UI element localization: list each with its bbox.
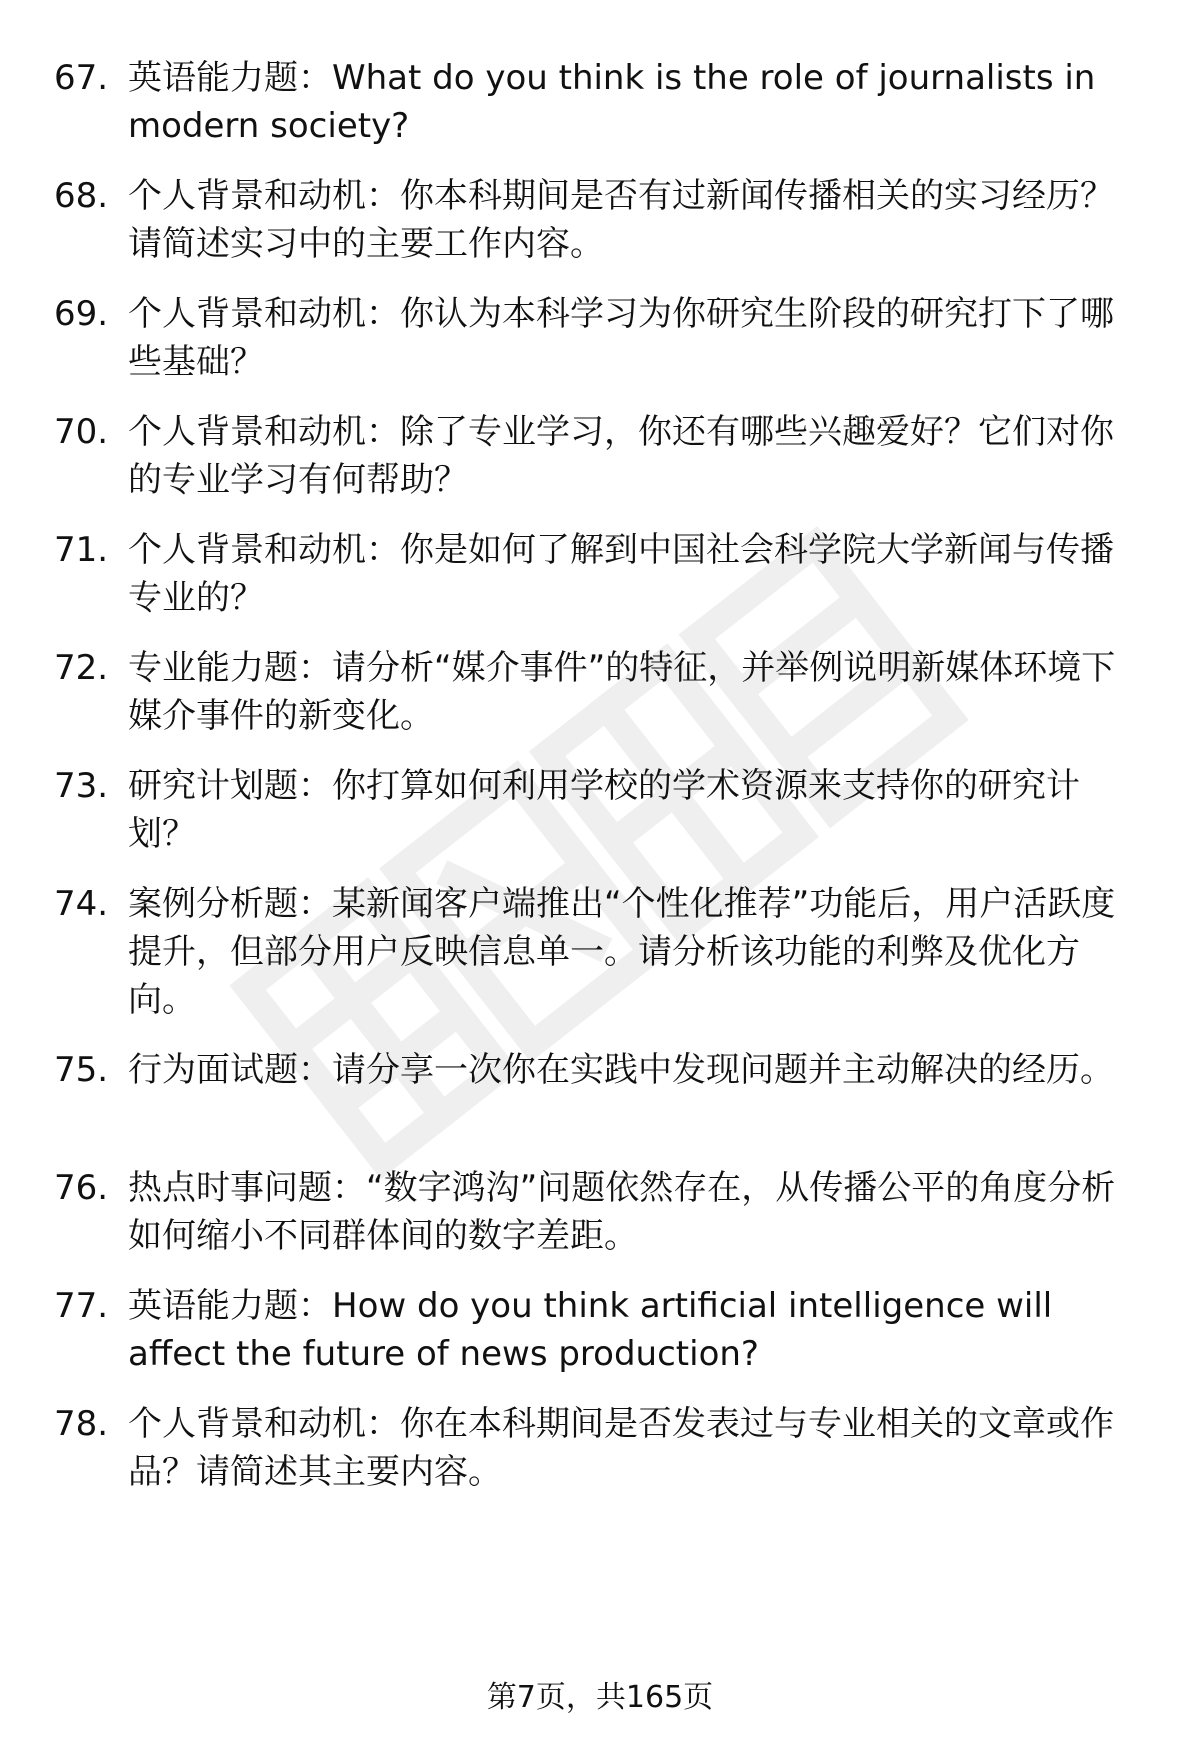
- question-text: 研究计划题：你打算如何利用学校的学术资源来支持你的研究计划？: [128, 766, 1080, 854]
- question-number: 76.: [54, 1168, 109, 1208]
- question-number: 74.: [54, 884, 109, 924]
- question-number: 73.: [54, 766, 109, 806]
- question-number: 78.: [54, 1404, 109, 1444]
- question-text: 英语能力题：How do you think artificial intelligence will affect the future of news production?: [128, 1286, 1053, 1374]
- question-number: 71.: [54, 530, 109, 570]
- question-number: 69.: [54, 294, 109, 334]
- question-text: 英语能力题：What do you think is the role of journalists in modern society?: [128, 58, 1096, 146]
- question-number: 72.: [54, 648, 109, 688]
- question-text: 个人背景和动机：除了专业学习，你还有哪些兴趣爱好？它们对你的专业学习有何帮助？: [128, 412, 1114, 500]
- question-number: 77.: [54, 1286, 109, 1326]
- question-text: 个人背景和动机：你认为本科学习为你研究生阶段的研究打下了哪些基础？: [128, 294, 1114, 382]
- question-number: 67.: [54, 58, 109, 98]
- question-number: 68.: [54, 176, 109, 216]
- question-text: 专业能力题：请分析“媒介事件”的特征，并举例说明新媒体环境下媒介事件的新变化。: [128, 648, 1116, 736]
- question-text: 案例分析题：某新闻客户端推出“个性化推荐”功能后，用户活跃度提升，但部分用户反映信息单一。请分析该功能的利弊及优化方向。: [128, 884, 1116, 1020]
- question-text: 热点时事问题：“数字鸿沟”问题依然存在，从传播公平的角度分析如何缩小不同群体间的数字差距。: [128, 1168, 1116, 1256]
- question-number: 75.: [54, 1050, 109, 1090]
- question-text: 个人背景和动机：你本科期间是否有过新闻传播相关的实习经历？请简述实习中的主要工作内容。: [128, 176, 1114, 264]
- question-text: 个人背景和动机：你在本科期间是否发表过与专业相关的文章或作品？请简述其主要内容。: [128, 1404, 1114, 1492]
- question-number: 70.: [54, 412, 109, 452]
- question-text: 个人背景和动机：你是如何了解到中国社会科学院大学新闻与传播专业的？: [128, 530, 1114, 618]
- page-footer: 第7页，共165页: [486, 1680, 714, 1715]
- question-text: 行为面试题：请分享一次你在实践中发现问题并主动解决的经历。: [128, 1050, 1114, 1090]
